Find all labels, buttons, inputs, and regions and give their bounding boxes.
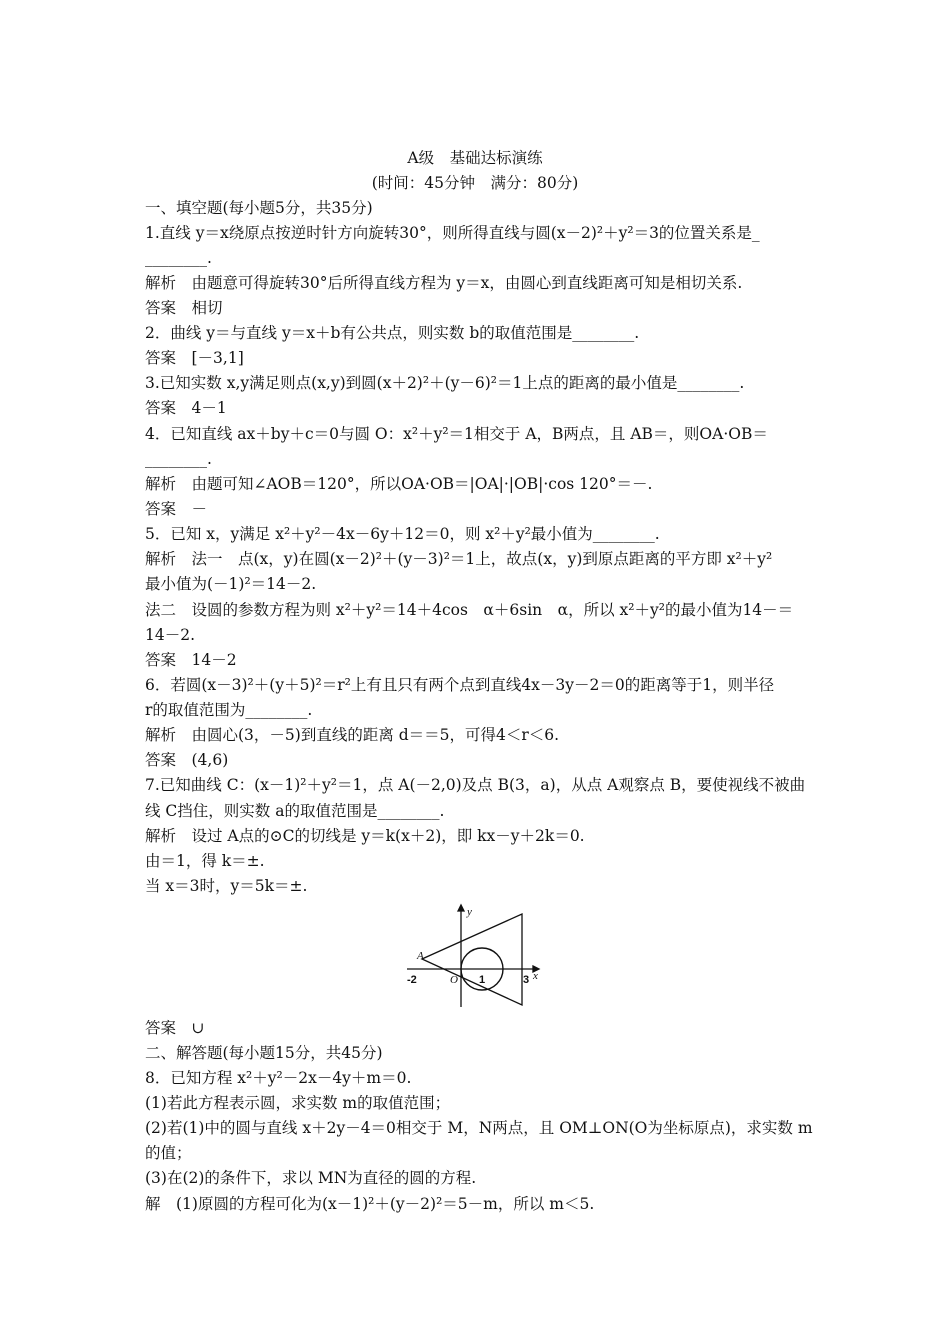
answer-3: 答案 4－1 xyxy=(145,399,227,417)
answer-6: 答案 (4,6) xyxy=(145,751,229,769)
question-1-cont: ________. xyxy=(145,249,212,267)
y-axis-label: y xyxy=(467,906,472,918)
question-8: 8．已知方程 x²＋y²－2x－4y＋m＝0. xyxy=(145,1069,412,1087)
question-5: 5．已知 x，y满足 x²＋y²－4x－6y＋12＝0，则 x²＋y²最小值为________. xyxy=(145,525,660,543)
question-3: 3.已知实数 x,y满足则点(x,y)到圆(x＋2)²＋(y－6)²＝1上点的距离的最小值是________. xyxy=(145,374,745,392)
tick-1-label: 1 xyxy=(479,974,486,986)
analysis-7-step-3: 当 x＝3时，y＝5k＝±. xyxy=(145,877,308,895)
x-axis xyxy=(407,966,539,972)
section-heading-fill-blank: 一、填空题(每小题5分，共35分) xyxy=(145,199,373,217)
analysis-5-method-2: 法二 设圆的参数方程为则 x²＋y²＝14＋4cos α＋6sin α，所以 x²＋y²的最小值为14－＝ xyxy=(145,601,794,619)
answer-4: 答案 － xyxy=(145,500,208,518)
analysis-5-cont: 最小值为(－1)²＝14－2. xyxy=(145,575,317,593)
question-6-cont: r的取值范围为________. xyxy=(145,701,313,719)
origin-label: O xyxy=(450,974,458,986)
point-a-label: A xyxy=(417,950,424,962)
analysis-5: 解析 法一 点(x，y)在圆(x－2)²＋(y－3)²＝1上，故点(x，y)到原点距离的平方即 x²＋y² xyxy=(145,550,773,568)
question-8-part-2-cont: 的值； xyxy=(145,1144,192,1162)
tangent-lines-figure xyxy=(405,903,545,1009)
analysis-7: 解析 设过 A点的⊙C的切线是 y＝k(x＋2)，即 kx－y＋2k＝0. xyxy=(145,827,585,845)
question-1: 1.直线 y＝x绕原点按逆时针方向旋转30°，则所得直线与圆(x－2)²＋y²＝3的位置关系是_ xyxy=(145,224,760,242)
y-axis xyxy=(458,905,464,1007)
question-6: 6．若圆(x－3)²＋(y＋5)²＝r²上有且只有两个点到直线4x－3y－2＝0的距离等于1，则半径 xyxy=(145,676,775,694)
analysis-6: 解析 由圆心(3，－5)到直线的距离 d＝＝5，可得4＜r＜6. xyxy=(145,726,560,744)
analysis-4: 解析 由题可知∠AOB＝120°，所以OA·OB＝|OA|·|OB|·cos 120°＝－. xyxy=(145,475,653,493)
analysis-7-step-2: 由＝1，得 k＝±. xyxy=(145,852,265,870)
tangent-cone xyxy=(422,914,522,1005)
x-axis-label: x xyxy=(533,970,538,982)
answer-7: 答案 ∪ xyxy=(145,1019,205,1037)
question-4-cont: ________. xyxy=(145,450,212,468)
question-4: 4．已知直线 ax＋by＋c＝0与圆 O：x²＋y²＝1相交于 A，B两点，且 AB＝，则OA·OB＝ xyxy=(145,425,768,443)
analysis-1: 解析 由题意可得旋转30°后所得直线方程为 y＝x，由圆心到直线距离可知是相切关系. xyxy=(145,274,743,292)
page-title: A级 基础达标演练 xyxy=(407,149,543,167)
question-2: 2．曲线 y＝与直线 y＝x＋b有公共点，则实数 b的取值范围是________. xyxy=(145,324,640,342)
question-7: 7.已知曲线 C：(x－1)²＋y²＝1，点 A(－2,0)及点 B(3，a)，从点 A观察点 B，要使视线不被曲 xyxy=(145,776,806,794)
section-heading-solve: 二、解答题(每小题15分，共45分) xyxy=(145,1044,383,1062)
answer-5: 答案 14－2 xyxy=(145,651,237,669)
tick-3-label: 3 xyxy=(523,974,530,986)
question-8-part-3: (3)在(2)的条件下，求以 MN为直径的圆的方程. xyxy=(145,1169,477,1187)
analysis-5-method-2-cont: 14－2. xyxy=(145,626,196,644)
answer-2: 答案 [－3,1] xyxy=(145,349,244,367)
solution-8-part-1: 解 (1)原圆的方程可化为(x－1)²＋(y－2)²＝5－m，所以 m＜5. xyxy=(145,1195,595,1213)
question-8-part-2: (2)若(1)中的圆与直线 x＋2y－4＝0相交于 M，N两点，且 OM⊥ON(O为坐标原点)，求实数 m xyxy=(145,1119,813,1137)
question-7-cont: 线 C挡住，则实数 a的取值范围是________. xyxy=(145,802,445,820)
question-8-part-1: (1)若此方程表示圆，求实数 m的取值范围； xyxy=(145,1094,451,1112)
page-subtitle: (时间：45分钟 满分：80分) xyxy=(371,174,579,192)
answer-1: 答案 相切 xyxy=(145,299,223,317)
tick-neg2-label: -2 xyxy=(407,974,417,986)
